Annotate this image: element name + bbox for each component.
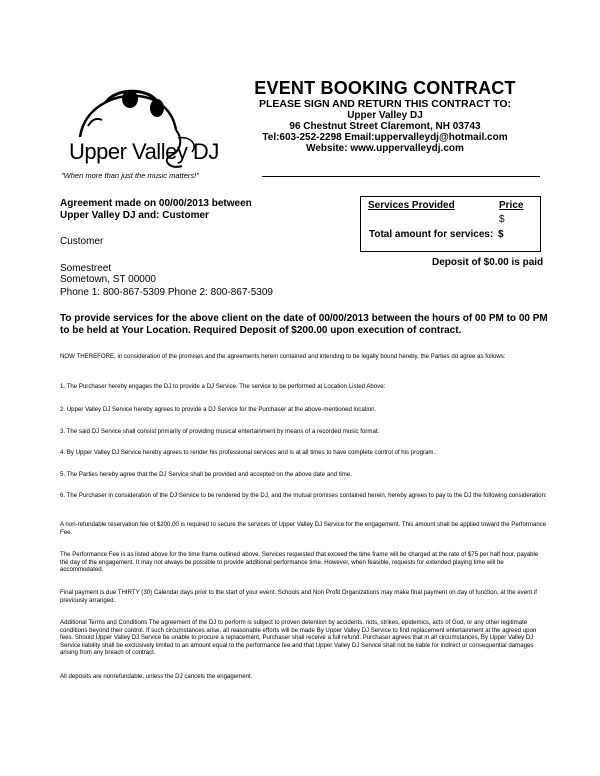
terms-paragraph: 6. The Purchaser in consideration of the DJ Service to be rendered by the DJ, and the mutual promises contained herein, hereby agrees to pay to the DJ the following consideration:	[60, 492, 547, 499]
client-name: Customer	[60, 236, 104, 247]
terms-paragraph: A non-refundable reservation fee of $200.00 is required to secure the services of Upper Valley DJ Service for the engagement. This amount shall be applied toward the Performance Fee.	[60, 521, 547, 536]
header-website: Website: www.uppervalleydj.com	[306, 143, 464, 154]
header-address: 96 Chestnut Street Claremont, NH 03743	[289, 121, 481, 132]
contract-title: EVENT BOOKING CONTRACT	[254, 78, 516, 98]
terms-paragraph: 4. By Upper Valley DJ Service hereby agrees to render his professional services and is at all times to have complete control of his program.	[60, 449, 436, 456]
terms-paragraph: 2. Upper Valley DJ Service hereby agrees to provide a DJ Service for the Purchaser at the above-mentioned location.	[60, 406, 377, 413]
price-value: $	[499, 214, 505, 225]
client-city: Sometown, ST 00000	[60, 274, 156, 285]
client-street: Somestreet	[60, 263, 112, 274]
logo-name: Upper Valley DJ	[69, 139, 219, 164]
service-statement: To provide services for the above client on the date of 00/00/2013 between the hours of 00 PM to 00 PM to be held at Your Location. Required Deposit of $200.00 upon execution of contract.	[60, 313, 548, 336]
agreement-heading	[60, 198, 252, 222]
terms-paragraph: Final payment is due THIRTY (30) Calendar days prior to the start of your event. Schools and Non Profit Organizations may make final payment on day of function, at the event if previously arranged.	[60, 589, 537, 604]
terms-paragraph: 5. The Parties hereby agree that the DJ Service shall be provided and accepted on the above date and time.	[60, 471, 352, 478]
total-value: $	[498, 229, 504, 240]
agreement-line-2: Upper Valley DJ and: Customer	[60, 210, 209, 221]
total-label: Total amount for services:	[369, 229, 494, 240]
terms-paragraph: 1. The Purchaser hereby engages the DJ to provide a DJ Service. The service to be performed at Location Listed Above:	[60, 383, 386, 390]
price-header: Price	[499, 200, 524, 211]
terms-paragraph: NOW THEREFORE, in consideration of the promises and the agreements herein contained and intending to be legally bound hereby, the Parties do agree as follows:	[60, 353, 506, 360]
terms-paragraph: All deposits are nonrefundable, unless the DJ cancels the engagement.	[60, 673, 253, 680]
company-logo	[58, 82, 208, 182]
terms-paragraph: Additional Terms and Conditions The agreement of the DJ to perform is subject to proven detention by accidents, riots, strikes, epidemics, acts of God, or any other legitimate conditions beyond their control. If such circumstances arise, all reasonable efforts will be made By Upper Valley DJ Service to find replacement entertainment at the agreed upon fees. Should Upper Valley DJ Service be unable to procure a replacement, Purchaser shall receive a full refund. Purchaser agrees that in all circumstances, By Upper Valley DJ Service liability shall be exclusively limited to an amount equal to the performance fee and that Upper Valley DJ Service shall not be liable for indirect or consequential damages arising from any breach of contract.	[60, 619, 537, 657]
header-company: Upper Valley DJ	[347, 110, 423, 121]
header-divider	[262, 176, 540, 177]
logo-tagline: "When more than just the music matters!"	[61, 171, 199, 180]
header-contact: Tel:603-252-2298 Email:uppervalleydj@hotmail.com	[262, 132, 508, 143]
client-phones: Phone 1: 800-867-5309 Phone 2: 800-867-5309	[60, 287, 273, 298]
return-instructions: PLEASE SIGN AND RETURN THIS CONTRACT TO:	[258, 98, 511, 110]
services-header: Services Provided	[368, 200, 455, 211]
deposit-paid: Deposit of $0.00 is paid	[432, 257, 544, 268]
terms-paragraph: 3. The said DJ Service shall consist primarily of providing musical entertainment by means of a recorded music format.	[60, 428, 380, 435]
agreement-line-1: Agreement made on 00/00/2013 between	[60, 198, 252, 209]
terms-paragraph: The Performance Fee is as listed above for the time frame outlined above. Services requested that exceed the time frame will be charged at the rate of $75 per half hour, payable the day of the engagement. It may not always be possible to provide additional performance time. However, when feasible, requests for extended playing time will be accommodated.	[60, 551, 539, 574]
